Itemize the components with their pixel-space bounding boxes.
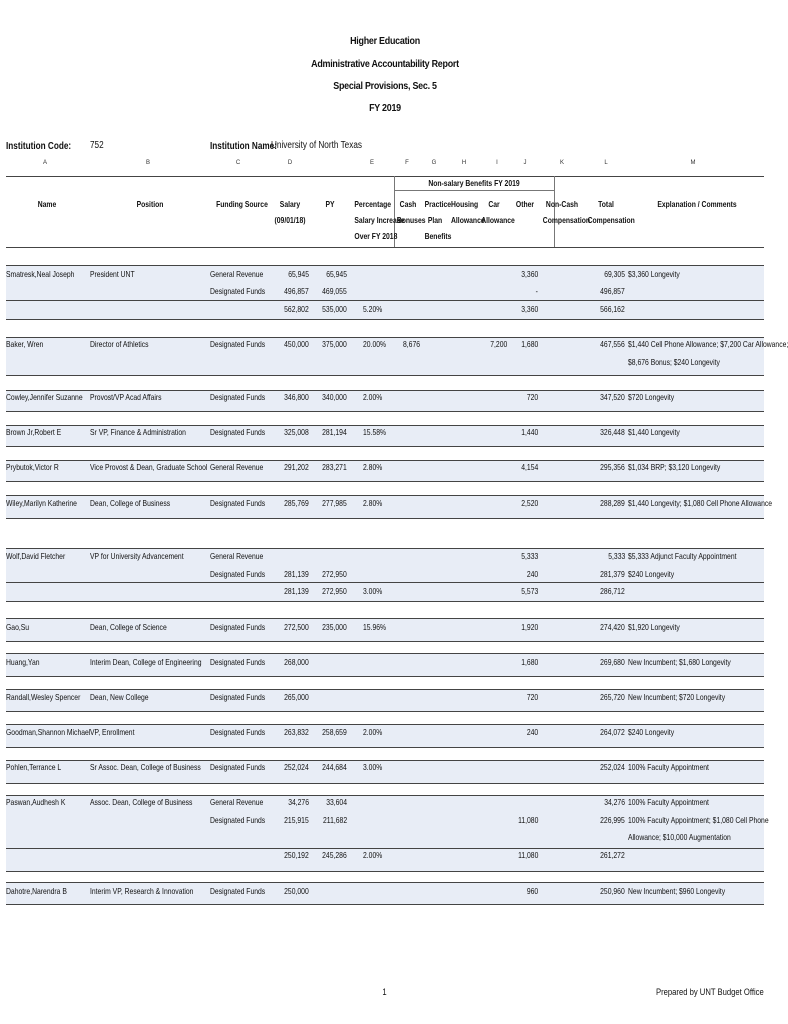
- institution-name-label: Institution Name:: [210, 141, 277, 152]
- header-other: Other: [515, 199, 535, 209]
- name-cell: Baker, Wren: [6, 339, 44, 349]
- position-cell: Dean, College of Science: [90, 622, 167, 632]
- nonsalary-group-header: Non-salary Benefits FY 2019: [428, 178, 520, 188]
- header-noncash: Compensation: [542, 215, 591, 225]
- total-compensation-cell: 286,712: [600, 586, 625, 596]
- py-cell: 235,000: [322, 622, 347, 632]
- py-cell: 65,945: [326, 269, 347, 279]
- header-car: Car: [488, 199, 500, 209]
- salary-cell: 65,945: [288, 269, 309, 279]
- salary-cell: 272,500: [284, 622, 309, 632]
- comment-cell: $8,676 Bonus; $240 Longevity: [628, 357, 720, 367]
- py-cell: 469,055: [322, 286, 347, 296]
- funding-cell: Designated Funds: [210, 692, 266, 702]
- py-cell: 283,271: [322, 462, 347, 472]
- total-compensation-cell: 326,448: [600, 427, 625, 437]
- position-cell: Dean, College of Business: [90, 498, 171, 508]
- total-compensation-cell: 566,162: [600, 304, 625, 314]
- header-bottom-border: [6, 247, 764, 248]
- comment-cell: $1,440 Longevity: [628, 427, 680, 437]
- comment-cell: $1,920 Longevity: [628, 622, 680, 632]
- name-cell: Gao,Su: [6, 622, 30, 632]
- column-letter: F: [405, 160, 409, 166]
- report-title-line3: Special Provisions, Sec. 5: [333, 80, 437, 92]
- py-cell: 258,659: [322, 727, 347, 737]
- percentage-cell: 5.20%: [363, 304, 383, 314]
- report-title-line2: Administrative Accountability Report: [311, 58, 459, 70]
- header-practice: Benefits: [424, 231, 452, 241]
- total-compensation-cell: 265,720: [600, 692, 625, 702]
- percentage-cell: 2.00%: [363, 392, 383, 402]
- salary-cell: 325,008: [284, 427, 309, 437]
- position-cell: VP for University Advancement: [90, 551, 184, 561]
- header-cash: Bonuses: [396, 215, 426, 225]
- percentage-cell: 2.00%: [363, 727, 383, 737]
- total-compensation-cell: 226,995: [600, 815, 625, 825]
- position-cell: VP, Enrollment: [90, 727, 135, 737]
- py-cell: 281,194: [322, 427, 347, 437]
- comment-cell: New Incumbent; $1,680 Longevity: [628, 657, 731, 667]
- header-top-border: [6, 176, 764, 177]
- name-cell: Pohlen,Terrance L: [6, 762, 62, 772]
- funding-cell: Designated Funds: [210, 886, 266, 896]
- other-cell: 720: [526, 692, 538, 702]
- column-letter: K: [559, 160, 565, 166]
- header-noncash: Non-Cash: [545, 199, 579, 209]
- py-cell: 535,000: [322, 304, 347, 314]
- header-py: PY: [325, 199, 335, 209]
- comment-cell: 100% Faculty Appointment; $1,080 Cell Phone: [628, 815, 769, 825]
- nonsalary-right-border: [554, 176, 555, 247]
- report-title-line1: Higher Education: [350, 35, 420, 47]
- salary-cell: 250,000: [284, 886, 309, 896]
- salary-cell: 215,915: [284, 815, 309, 825]
- subtotal-separator: [6, 582, 764, 583]
- name-cell: Brown Jr,Robert E: [6, 427, 62, 437]
- header-pct: Percentage: [354, 199, 392, 209]
- other-cell: 3,360: [520, 269, 538, 279]
- position-cell: Interim VP, Research & Innovation: [90, 886, 194, 896]
- comment-cell: $5,333 Adjunct Faculty Appointment: [628, 551, 737, 561]
- name-cell: Wolf,David Fletcher: [6, 551, 66, 561]
- header-salary: (09/01/18): [274, 215, 306, 225]
- name-cell: Smatresk,Neal Joseph: [6, 269, 75, 279]
- column-letter: A: [42, 160, 48, 166]
- salary-cell: 265,000: [284, 692, 309, 702]
- header-total: Compensation: [587, 215, 635, 225]
- comment-cell: $1,440 Cell Phone Allowance; $7,200 Car Allowance;: [628, 339, 788, 349]
- funding-cell: Designated Funds: [210, 762, 266, 772]
- position-cell: Dean, New College: [90, 692, 149, 702]
- position-cell: Sr Assoc. Dean, College of Business: [90, 762, 201, 772]
- funding-cell: General Revenue: [210, 462, 264, 472]
- name-cell: Huang,Yan: [6, 657, 40, 667]
- report-title-line4: FY 2019: [369, 102, 401, 114]
- name-cell: Paswan,Audhesh K: [6, 797, 66, 807]
- comment-cell: $240 Longevity: [628, 727, 675, 737]
- name-cell: Randall,Wesley Spencer: [6, 692, 81, 702]
- salary-cell: 252,024: [284, 762, 309, 772]
- column-letter: E: [369, 160, 375, 166]
- header-salary: Salary: [279, 199, 301, 209]
- column-letter: J: [523, 160, 527, 166]
- total-compensation-cell: 281,379: [600, 569, 625, 579]
- other-cell: -: [535, 286, 538, 296]
- position-cell: Director of Athletics: [90, 339, 149, 349]
- py-cell: 375,000: [322, 339, 347, 349]
- other-cell: 1,680: [520, 339, 538, 349]
- institution-code-label: Institution Code:: [6, 141, 72, 152]
- total-compensation-cell: 69,305: [604, 269, 625, 279]
- py-cell: 277,985: [322, 498, 347, 508]
- name-cell: Goodman,Shannon Michael: [6, 727, 91, 737]
- page-number: 1: [382, 987, 387, 997]
- column-letter: D: [287, 160, 293, 166]
- column-letter: C: [235, 160, 241, 166]
- comment-cell: $240 Longevity: [628, 569, 675, 579]
- comment-cell: $3,360 Longevity: [628, 269, 680, 279]
- comment-cell: 100% Faculty Appointment: [628, 762, 709, 772]
- comment-cell: $1,034 BRP; $3,120 Longevity: [628, 462, 721, 472]
- prepared-by: Prepared by UNT Budget Office: [656, 987, 764, 997]
- percentage-cell: 3.00%: [363, 586, 383, 596]
- other-cell: 1,440: [520, 427, 538, 437]
- total-compensation-cell: 347,520: [600, 392, 625, 402]
- salary-cell: 263,832: [284, 727, 309, 737]
- funding-cell: Designated Funds: [210, 392, 266, 402]
- other-cell: 4,154: [520, 462, 538, 472]
- other-cell: 5,573: [520, 586, 538, 596]
- other-cell: 1,920: [520, 622, 538, 632]
- py-cell: 211,682: [322, 815, 347, 825]
- py-cell: 272,950: [322, 586, 347, 596]
- total-compensation-cell: 467,556: [600, 339, 625, 349]
- header-funding: Funding Source: [216, 199, 268, 209]
- other-cell: 960: [526, 886, 538, 896]
- salary-cell: 281,139: [284, 586, 309, 596]
- column-letter: L: [604, 160, 608, 166]
- salary-cell: 562,802: [284, 304, 309, 314]
- header-total: Total: [598, 199, 614, 209]
- total-compensation-cell: 34,276: [604, 797, 625, 807]
- salary-cell: 281,139: [284, 569, 309, 579]
- salary-cell: 285,769: [284, 498, 309, 508]
- header-pct: Over FY 2018: [354, 231, 398, 241]
- position-cell: Provost/VP Acad Affairs: [90, 392, 162, 402]
- other-cell: 240: [526, 727, 538, 737]
- header-explanation: Explanation / Comments: [657, 199, 737, 209]
- column-letter: I: [496, 160, 498, 166]
- header-car: Allowance: [481, 215, 515, 225]
- subtotal-separator: [6, 848, 764, 849]
- header-practice: Plan: [427, 215, 443, 225]
- subtotal-separator: [6, 300, 764, 301]
- salary-cell: 250,192: [284, 850, 309, 860]
- funding-cell: Designated Funds: [210, 339, 266, 349]
- institution-name: University of North Texas: [271, 140, 362, 151]
- percentage-cell: 15.58%: [363, 427, 387, 437]
- total-compensation-cell: 496,857: [600, 286, 625, 296]
- other-cell: 720: [526, 392, 538, 402]
- other-cell: 1,680: [520, 657, 538, 667]
- other-cell: 11,080: [517, 850, 538, 860]
- percentage-cell: 20.00%: [363, 339, 387, 349]
- salary-cell: 346,800: [284, 392, 309, 402]
- funding-cell: Designated Funds: [210, 569, 266, 579]
- total-compensation-cell: 252,024: [600, 762, 625, 772]
- nonsalary-group-border: [394, 190, 554, 191]
- py-cell: 33,604: [326, 797, 347, 807]
- total-compensation-cell: 288,289: [600, 498, 625, 508]
- header-pct: Salary Increase: [354, 215, 405, 225]
- total-compensation-cell: 264,072: [600, 727, 625, 737]
- header-practice: Practice: [424, 199, 452, 209]
- percentage-cell: 2.80%: [363, 462, 383, 472]
- header-position: Position: [136, 199, 164, 209]
- position-cell: Vice Provost & Dean, Graduate School: [90, 462, 208, 472]
- other-cell: 11,080: [517, 815, 538, 825]
- total-compensation-cell: 5,333: [607, 551, 625, 561]
- header-housing: Allowance: [451, 215, 485, 225]
- funding-cell: Designated Funds: [210, 657, 266, 667]
- funding-cell: Designated Funds: [210, 815, 266, 825]
- total-compensation-cell: 274,420: [600, 622, 625, 632]
- salary-cell: 450,000: [284, 339, 309, 349]
- total-compensation-cell: 295,356: [600, 462, 625, 472]
- position-cell: Sr VP, Finance & Administration: [90, 427, 186, 437]
- header-housing: Housing: [451, 199, 479, 209]
- total-compensation-cell: 261,272: [600, 850, 625, 860]
- funding-cell: Designated Funds: [210, 427, 266, 437]
- py-cell: 245,286: [322, 850, 347, 860]
- name-cell: Prybutok,Victor R: [6, 462, 59, 472]
- py-cell: 244,684: [322, 762, 347, 772]
- salary-cell: 34,276: [288, 797, 309, 807]
- salary-cell: 496,857: [284, 286, 309, 296]
- car-allowance-cell: 7,200: [489, 339, 507, 349]
- institution-code: 752: [90, 140, 104, 151]
- total-compensation-cell: 269,680: [600, 657, 625, 667]
- percentage-cell: 2.00%: [363, 850, 383, 860]
- funding-cell: General Revenue: [210, 551, 264, 561]
- name-cell: Dahotre,Narendra B: [6, 886, 67, 896]
- py-cell: 340,000: [322, 392, 347, 402]
- funding-cell: General Revenue: [210, 797, 264, 807]
- comment-cell: $720 Longevity: [628, 392, 675, 402]
- salary-cell: 268,000: [284, 657, 309, 667]
- position-cell: Assoc. Dean, College of Business: [90, 797, 193, 807]
- other-cell: 2,520: [520, 498, 538, 508]
- header-cash: Cash: [399, 199, 417, 209]
- percentage-cell: 3.00%: [363, 762, 383, 772]
- comment-cell: New Incumbent; $720 Longevity: [628, 692, 726, 702]
- other-cell: 240: [526, 569, 538, 579]
- comment-cell: 100% Faculty Appointment: [628, 797, 709, 807]
- cash-bonus-cell: 8,676: [403, 339, 421, 349]
- position-cell: President UNT: [90, 269, 135, 279]
- py-cell: 272,950: [322, 569, 347, 579]
- total-compensation-cell: 250,960: [600, 886, 625, 896]
- comment-cell: New Incumbent; $960 Longevity: [628, 886, 726, 896]
- other-cell: 5,333: [520, 551, 538, 561]
- column-letter: H: [461, 160, 467, 166]
- percentage-cell: 2.80%: [363, 498, 383, 508]
- funding-cell: Designated Funds: [210, 286, 266, 296]
- funding-cell: Designated Funds: [210, 727, 266, 737]
- funding-cell: Designated Funds: [210, 498, 266, 508]
- funding-cell: Designated Funds: [210, 622, 266, 632]
- comment-cell: Allowance; $10,000 Augmentation: [628, 832, 731, 842]
- funding-cell: General Revenue: [210, 269, 264, 279]
- column-letter: G: [431, 160, 437, 166]
- percentage-cell: 15.96%: [363, 622, 387, 632]
- position-cell: Interim Dean, College of Engineering: [90, 657, 202, 667]
- column-letter: B: [145, 160, 151, 166]
- name-cell: Wiley,Marilyn Katherine: [6, 498, 77, 508]
- header-name: Name: [37, 199, 57, 209]
- name-cell: Cowley,Jennifer Suzanne: [6, 392, 83, 402]
- comment-cell: $1,440 Longevity; $1,080 Cell Phone Allowance: [628, 498, 773, 508]
- other-cell: 3,360: [520, 304, 538, 314]
- column-letter: M: [690, 160, 696, 166]
- salary-cell: 291,202: [284, 462, 309, 472]
